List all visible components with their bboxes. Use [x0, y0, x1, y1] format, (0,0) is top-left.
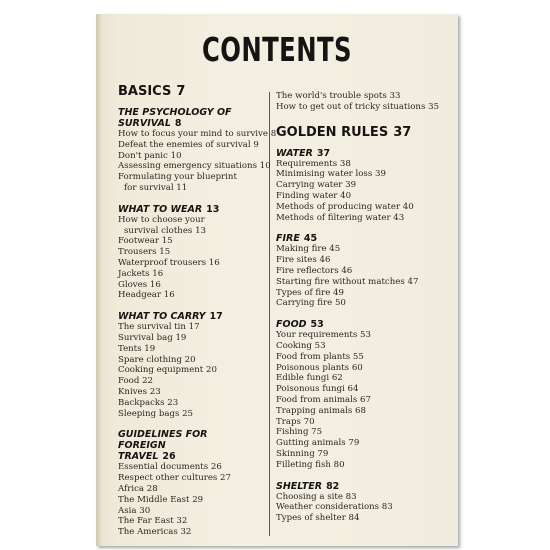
contents-entry: Backpacks 23 [118, 397, 179, 408]
contents-entry: How to choose your [118, 214, 205, 225]
heading-page-number: 53 [310, 319, 324, 331]
contents-entry: The survival tin 17 [118, 322, 200, 333]
contents-entry: Footwear 15 [118, 236, 173, 247]
heading-page-number: 82 [326, 480, 340, 492]
contents-entry: Types of fire 49 [276, 287, 344, 298]
contents-entry: Sleeping bags 25 [118, 408, 194, 419]
contents-entry: Trapping animals 68 [276, 405, 366, 416]
contents-entry: How to get out of tricky situations 35 [276, 101, 440, 112]
contents-entry: Food 22 [118, 376, 154, 387]
contents-entry: Don't panic 10 [118, 150, 182, 161]
heading-label: FOREIGN [118, 440, 166, 452]
contents-entry: Assessing emergency situations 10 [118, 161, 271, 172]
contents-entry: for survival 11 [124, 182, 188, 193]
spacer [276, 471, 456, 481]
heading-page-number: 13 [206, 203, 220, 215]
section-heading [276, 319, 456, 330]
contents-entry: Skinning 79 [276, 448, 329, 459]
left-column [118, 82, 278, 538]
contents-entry: Spare clothing 20 [118, 354, 196, 365]
heading-label: SHELTER [276, 480, 323, 492]
heading-page-number: 37 [393, 124, 412, 140]
contents-entry: Making fire 45 [276, 244, 341, 255]
contents-entry: Food from animals 67 [276, 394, 371, 405]
contents-entry: Essential documents 26 [118, 462, 222, 473]
contents-entry: Trousers 15 [118, 247, 171, 258]
spacer [118, 100, 278, 107]
contents-entry: Respect other cultures 27 [118, 473, 231, 484]
contents-entry: Carrying water 39 [276, 180, 357, 191]
contents-entry: Methods of filtering water 43 [276, 212, 405, 223]
contents-entry: Waterproof trousers 16 [118, 257, 220, 268]
section-heading [118, 451, 278, 462]
heading-label: TRAVEL [118, 451, 159, 463]
contents-entry: Survival bag 19 [118, 332, 187, 343]
heading-label: THE PSYCHOLOGY OF SURVIVAL [118, 107, 232, 129]
contents-entry: Tents 19 [118, 343, 156, 354]
contents-entry: Your requirements 53 [276, 330, 371, 341]
contents-entry: Asia 30 [118, 505, 151, 516]
contents-entry: The Americas 32 [118, 527, 192, 538]
spacer [276, 141, 456, 148]
section-heading [118, 440, 278, 451]
contents-entry: Food from plants 55 [276, 351, 364, 362]
contents-entry: Poisonous plants 60 [276, 362, 363, 373]
heading-label: BASICS [118, 84, 172, 99]
heading-page-number: 7 [176, 84, 186, 99]
contents-entry: Filleting fish 80 [276, 459, 345, 470]
contents-entry: Edible fungi 62 [276, 373, 343, 384]
contents-entry: Cooking 53 [276, 340, 326, 351]
heading-label: WHAT TO WEAR [118, 203, 203, 215]
spacer [118, 419, 278, 429]
contents-entry: Requirements 38 [276, 158, 351, 169]
heading-label: WHAT TO CARRY [118, 311, 206, 323]
right-column [276, 91, 456, 524]
contents-entry: Choosing a site 83 [276, 491, 357, 502]
contents-entry: Weather considerations 83 [276, 502, 393, 513]
contents-entry: Fishing 75 [276, 427, 323, 438]
contents-entry: Formulating your blueprint [118, 172, 237, 183]
heading-label: GUIDELINES FOR [118, 429, 208, 441]
spacer [276, 309, 456, 319]
contents-entry: Cooking equipment 20 [118, 365, 217, 376]
section-heading [118, 429, 278, 440]
contents-entry: Defeat the enemies of survival 9 [118, 139, 259, 150]
spacer [276, 113, 456, 123]
section-heading [118, 311, 278, 322]
heading-page-number: 26 [162, 451, 176, 463]
contents-entry: Fire reflectors 46 [276, 265, 353, 276]
section-heading [118, 204, 278, 215]
contents-entry: Starting fire without matches 47 [276, 276, 419, 287]
heading-label: FOOD [276, 319, 307, 331]
heading-page-number: 37 [316, 147, 331, 159]
section-heading [118, 107, 278, 129]
heading-page-number: 45 [303, 233, 318, 245]
section-heading [276, 148, 456, 159]
contents-entry: The world's trouble spots 33 [276, 91, 401, 101]
contents-entry: Headgear 16 [118, 290, 175, 301]
spacer [276, 223, 456, 233]
contents-entry: Africa 28 [118, 483, 158, 494]
heading-page-number: 17 [209, 311, 223, 323]
contents-entry: Gloves 16 [118, 279, 161, 290]
contents-entry: Methods of producing water 40 [276, 201, 414, 212]
part-heading [276, 125, 456, 141]
contents-entry: survival clothes 13 [124, 225, 207, 236]
section-heading [276, 233, 456, 244]
contents-entry: Types of shelter 84 [276, 513, 360, 524]
book-page [96, 14, 458, 546]
contents-entry: Jackets 16 [118, 268, 164, 279]
contents-entry: The Far East 32 [118, 516, 188, 527]
heading-label: GOLDEN RULES [276, 124, 389, 140]
contents-entry: Traps 70 [276, 416, 315, 427]
contents-entry: Carrying fire 50 [276, 298, 346, 309]
contents-entry: Knives 23 [118, 386, 161, 397]
section-heading [276, 481, 456, 492]
contents-entry: Gutting animals 79 [276, 438, 360, 449]
contents-entry: How to focus your mind to survive 8 [118, 129, 277, 139]
spacer [118, 301, 278, 311]
contents-entry: Poisonous fungi 64 [276, 384, 359, 395]
contents-entry: Finding water 40 [276, 190, 352, 201]
heading-label: FIRE [276, 233, 300, 245]
spacer [118, 194, 278, 204]
heading-label: WATER [276, 147, 313, 159]
part-heading [118, 84, 278, 100]
heading-page-number: 8 [174, 118, 182, 129]
contents-entry: Fire sites 46 [276, 255, 331, 266]
contents-entry: Minimising water loss 39 [276, 169, 386, 180]
page-title: CONTENTS [202, 30, 352, 69]
contents-entry: The Middle East 29 [118, 494, 204, 505]
